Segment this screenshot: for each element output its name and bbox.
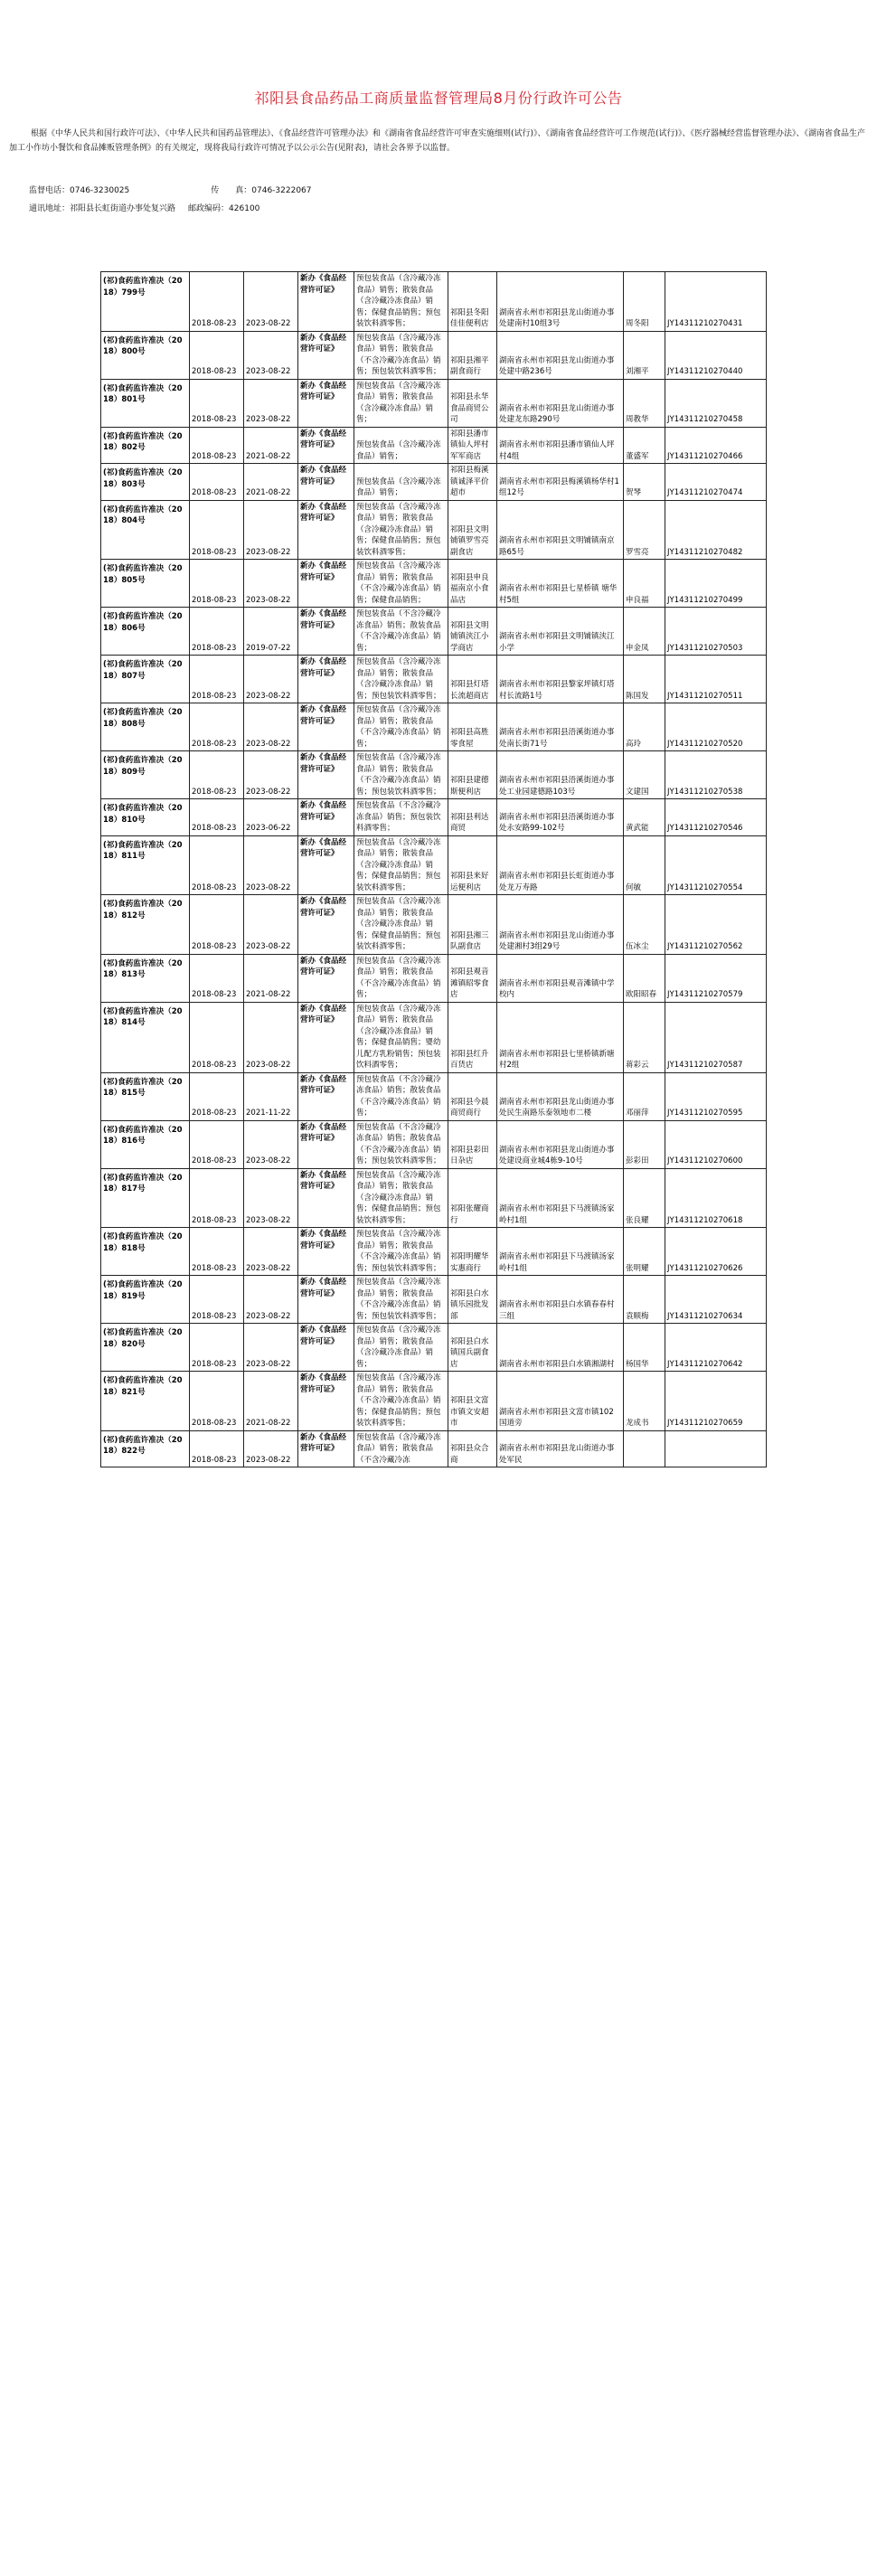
business-scope-cell: 预包装食品（含冷藏冷冻食品）销售；散装食品（不含冷藏冷冻食品）销售； [354, 954, 448, 1002]
address-label: 通讯地址： [29, 204, 71, 213]
decision-number-cell: (祁)食药监许准决（2018）804号 [101, 500, 190, 560]
phone-value: 0746-3230025 [70, 186, 130, 195]
table-row [101, 1276, 767, 1324]
decision-number-cell: (祁)食药监许准决（2018）812号 [101, 895, 190, 955]
address-cell: 湖南省永州市祁阳县浯溪街道办事处南长街71号 [497, 703, 624, 751]
business-name-cell: 祁阳县利达商贸 [448, 799, 497, 836]
license-number-cell: JY14311210270626 [665, 1228, 767, 1276]
contact-address-line [29, 202, 259, 213]
business-name-cell: 祁阳县建德斯便利店 [448, 751, 497, 799]
postcode-value: 426100 [229, 204, 260, 213]
business-scope-cell: 预包装食品（不含冷藏冷冻食品）销售；散装食品（不含冷藏冷冻食品）销售； [354, 608, 448, 656]
end-date-cell: 2019-07-22 [244, 608, 298, 656]
decision-number-cell: (祁)食药监许准决（2018）808号 [101, 703, 190, 751]
business-name-cell: 祁阳县高胜零食屋 [448, 703, 497, 751]
decision-number-cell: (祁)食药监许准决（2018）810号 [101, 799, 190, 836]
table-row [101, 608, 767, 656]
permit-type-cell: 新办《食品经营许可证》 [298, 1324, 354, 1372]
permit-type-cell: 新办《食品经营许可证》 [298, 799, 354, 836]
legal-person-cell: 申金凤 [624, 608, 665, 656]
license-number-cell: JY14311210270474 [665, 464, 767, 501]
legal-person-cell: 袁顺梅 [624, 1276, 665, 1324]
business-scope-cell: 预包装食品（含冷藏冷冻食品）销售；散装食品（不含冷藏冷冻食品）销售；保健食品销售；预包装饮料酒零售； [354, 1372, 448, 1431]
business-scope-cell: 预包装食品（含冷藏冷冻食品）销售；散装食品（含冷藏冷冻食品）销售； [354, 1324, 448, 1372]
address-cell: 湖南省永州市祁阳县浯溪街道办事处永安路99-102号 [497, 799, 624, 836]
legal-person-cell: 邓丽萍 [624, 1072, 665, 1120]
business-name-cell: 祁阳县来好运便利店 [448, 835, 497, 895]
table-row [101, 560, 767, 608]
start-date-cell: 2018-08-23 [190, 464, 244, 501]
start-date-cell: 2018-08-23 [190, 427, 244, 464]
decision-number-cell: (祁)食药监许准决（2018）801号 [101, 379, 190, 427]
business-name-cell: 祁阳县白水镇国兵副食店 [448, 1324, 497, 1372]
permit-type-cell: 新办《食品经营许可证》 [298, 1168, 354, 1228]
legal-person-cell: 张明耀 [624, 1228, 665, 1276]
address-cell: 湖南省永州市祁阳县龙山街道办事处建龙东路290号 [497, 379, 624, 427]
legal-person-cell: 周冬阳 [624, 272, 665, 332]
address-cell: 湖南省永州市祁阳县文明铺镇浃江小学 [497, 608, 624, 656]
legal-person-cell: 杨国华 [624, 1324, 665, 1372]
permit-type-cell: 新办《食品经营许可证》 [298, 1002, 354, 1072]
decision-number-cell: (祁)食药监许准决（2018）809号 [101, 751, 190, 799]
business-name-cell: 祁阳县彩田日杂店 [448, 1120, 497, 1168]
start-date-cell: 2018-08-23 [190, 608, 244, 656]
address-cell: 湖南省永州市祁阳县龙山街道办事处军民 [497, 1430, 624, 1467]
permit-type-cell: 新办《食品经营许可证》 [298, 272, 354, 332]
table-row [101, 1324, 767, 1372]
business-scope-cell: 预包装食品（含冷藏冷冻食品）销售； [354, 427, 448, 464]
license-number-cell: JY14311210270458 [665, 379, 767, 427]
address-cell: 湖南省永州市祁阳县黎家坪镇灯塔村长流路1号 [497, 656, 624, 703]
address-cell: 湖南省永州市祁阳县龙山街道办事处建南村10组3号 [497, 272, 624, 332]
end-date-cell: 2023-08-22 [244, 895, 298, 955]
table-row [101, 954, 767, 1002]
decision-number-cell: (祁)食药监许准决（2018）815号 [101, 1072, 190, 1120]
start-date-cell: 2018-08-23 [190, 331, 244, 379]
license-number-cell: JY14311210270600 [665, 1120, 767, 1168]
permit-type-cell: 新办《食品经营许可证》 [298, 954, 354, 1002]
address-cell: 湖南省永州市祁阳县七里桥镇新塘村2组 [497, 1002, 624, 1072]
start-date-cell: 2018-08-23 [190, 500, 244, 560]
business-name-cell: 祁阳县湘三队副食店 [448, 895, 497, 955]
business-name-cell: 祁阳县文明铺镇罗雪亮副食店 [448, 500, 497, 560]
license-number-cell: JY14311210270466 [665, 427, 767, 464]
table-row [101, 331, 767, 379]
permit-type-cell: 新办《食品经营许可证》 [298, 751, 354, 799]
page-title: 祁阳县食品药品工商质量监督管理局8月份行政许可公告 [254, 90, 623, 107]
business-scope-cell: 预包装食品（含冷藏冷冻食品）销售；散装食品（含冷藏冷冻食品）销售；保健食品销售；预包装饮料酒零售； [354, 895, 448, 955]
end-date-cell: 2023-08-22 [244, 1276, 298, 1324]
business-scope-cell: 预包装食品（不含冷藏冷冻食品）销售；散装食品（不含冷藏冷冻食品）销售； [354, 1072, 448, 1120]
decision-number-cell: (祁)食药监许准决（2018）807号 [101, 656, 190, 703]
start-date-cell: 2018-08-23 [190, 1430, 244, 1467]
permit-type-cell: 新办《食品经营许可证》 [298, 500, 354, 560]
end-date-cell: 2023-08-22 [244, 656, 298, 703]
legal-person-cell: 陈国发 [624, 656, 665, 703]
legal-person-cell: 申良福 [624, 560, 665, 608]
business-name-cell: 祁阳县冬阳佳佳便利店 [448, 272, 497, 332]
address-cell: 湖南省永州市祁阳县潘市镇仙人坪村4组 [497, 427, 624, 464]
table-row [101, 379, 767, 427]
table-row [101, 895, 767, 955]
address-cell: 湖南省永州市祁阳县龙山街道办事处建设商业城4栋9-10号 [497, 1120, 624, 1168]
business-name-cell: 祁阳县梅溪镇诚泽平价超市 [448, 464, 497, 501]
decision-number-cell: (祁)食药监许准决（2018）803号 [101, 464, 190, 501]
end-date-cell: 2023-08-22 [244, 1120, 298, 1168]
permit-type-cell: 新办《食品经营许可证》 [298, 703, 354, 751]
intro-paragraph: 根据《中华人民共和国行政许可法》、《中华人民共和国药品管理法》、《食品经营许可管理办法》和《湖南省食品经营许可审查实施细则(试行)》、《湖南省食品经营许可工作规范(试行)》、《医疗器械经营监督管理办法》、《湖南省食品生产加工小作坊小餐饮和食品摊贩管理条例》的有关规定，现将我局行政许可情况予以公示公告(见附表)，请社会各界予以监督。 [9, 129, 866, 153]
address-cell: 湖南省永州市祁阳县下马渡镇汤家岭村1组 [497, 1168, 624, 1228]
license-number-cell [665, 1430, 767, 1467]
address-cell: 湖南省永州市祁阳县白水镇湘湖村 [497, 1324, 624, 1372]
address-cell: 湖南省永州市祁阳县白水镇春春村三组 [497, 1276, 624, 1324]
legal-person-cell: 刘湘平 [624, 331, 665, 379]
start-date-cell: 2018-08-23 [190, 1120, 244, 1168]
business-scope-cell: 预包装食品（含冷藏冷冻食品）销售；散装食品（不含冷藏冷冻食品）销售；保健食品销售； [354, 560, 448, 608]
business-scope-cell: 预包装食品（含冷藏冷冻食品）销售；散装食品（不含冷藏冷冻食品）销售；预包装饮料酒零售； [354, 751, 448, 799]
license-number-cell: JY14311210270562 [665, 895, 767, 955]
decision-number-cell: (祁)食药监许准决（2018）799号 [101, 272, 190, 332]
start-date-cell: 2018-08-23 [190, 835, 244, 895]
start-date-cell: 2018-08-23 [190, 751, 244, 799]
legal-person-cell: 伍冰尘 [624, 895, 665, 955]
decision-number-cell: (祁)食药监许准决（2018）805号 [101, 560, 190, 608]
decision-number-cell: (祁)食药监许准决（2018）800号 [101, 331, 190, 379]
end-date-cell: 2023-08-22 [244, 1324, 298, 1372]
address-cell: 湖南省永州市祁阳县龙山街道办事处民生南路乐泰领地市二楼 [497, 1072, 624, 1120]
legal-person-cell: 张良耀 [624, 1168, 665, 1228]
permit-type-cell: 新办《食品经营许可证》 [298, 464, 354, 501]
end-date-cell: 2023-08-22 [244, 500, 298, 560]
license-number-cell: JY14311210270618 [665, 1168, 767, 1228]
start-date-cell: 2018-08-23 [190, 1324, 244, 1372]
end-date-cell: 2023-08-22 [244, 1228, 298, 1276]
permit-type-cell: 新办《食品经营许可证》 [298, 427, 354, 464]
permit-type-cell: 新办《食品经营许可证》 [298, 1372, 354, 1431]
license-number-cell: JY14311210270431 [665, 272, 767, 332]
decision-number-cell: (祁)食药监许准决（2018）816号 [101, 1120, 190, 1168]
business-scope-cell: 预包装食品（含冷藏冷冻食品）销售；散装食品（不含冷藏冷冻 [354, 1430, 448, 1467]
address-cell: 湖南省永州市祁阳县浯溪街道办事处工业园建德路103号 [497, 751, 624, 799]
start-date-cell: 2018-08-23 [190, 656, 244, 703]
table-row [101, 656, 767, 703]
business-name-cell: 祁阳县文富市镇文安超市 [448, 1372, 497, 1431]
start-date-cell: 2018-08-23 [190, 1168, 244, 1228]
business-scope-cell: 预包装食品（含冷藏冷冻食品）销售；散装食品（含冷藏冷冻食品）销售；保健食品销售；预包装饮料酒零售； [354, 1168, 448, 1228]
business-scope-cell: 预包装食品（含冷藏冷冻食品）销售；散装食品（含冷藏冷冻食品）销售；保健食品销售；婴幼儿配方乳粉销售；预包装饮料酒零售； [354, 1002, 448, 1072]
fax-label: 传 真： [211, 186, 252, 195]
business-scope-cell: 预包装食品（含冷藏冷冻食品）销售；散装食品（不含冷藏冷冻食品）销售； [354, 703, 448, 751]
end-date-cell: 2023-08-22 [244, 560, 298, 608]
end-date-cell: 2023-08-22 [244, 1002, 298, 1072]
business-scope-cell: 预包装食品（不含冷藏冷冻食品）销售；预包装饮料酒零售； [354, 799, 448, 836]
contact-phone-line [29, 184, 312, 195]
decision-number-cell: (祁)食药监许准决（2018）806号 [101, 608, 190, 656]
decision-number-cell: (祁)食药监许准决（2018）822号 [101, 1430, 190, 1467]
postcode-label: 邮政编码： [188, 204, 230, 213]
permit-type-cell: 新办《食品经营许可证》 [298, 1228, 354, 1276]
business-scope-cell: 预包装食品（含冷藏冷冻食品）销售；散装食品（含冷藏冷冻食品）销售； [354, 379, 448, 427]
business-scope-cell: 预包装食品（含冷藏冷冻食品）销售；散装食品（含冷藏冷冻食品）销售；保健食品销售；预包装饮料酒零售； [354, 835, 448, 895]
business-name-cell: 祁阳县今晨商贸商行 [448, 1072, 497, 1120]
business-scope-cell: 预包装食品（含冷藏冷冻食品）销售；散装食品（含冷藏冷冻食品）销售；保健食品销售；预包装饮料酒零售； [354, 500, 448, 560]
address-cell: 湖南省永州市祁阳县七星桥镇 塘华村5组 [497, 560, 624, 608]
business-name-cell: 祁阳明耀华实惠商行 [448, 1228, 497, 1276]
business-name-cell: 祁阳县白水镇乐园批发部 [448, 1276, 497, 1324]
permit-type-cell: 新办《食品经营许可证》 [298, 1072, 354, 1120]
license-number-cell: JY14311210270538 [665, 751, 767, 799]
start-date-cell: 2018-08-23 [190, 1372, 244, 1431]
license-number-cell: JY14311210270659 [665, 1372, 767, 1431]
address-cell: 湖南省永州市祁阳县文明铺镇南京路65号 [497, 500, 624, 560]
phone-label: 监督电话： [29, 186, 71, 195]
permit-type-cell: 新办《食品经营许可证》 [298, 331, 354, 379]
business-name-cell: 祁阳县文明铺镇浃江小学商店 [448, 608, 497, 656]
license-number-cell: JY14311210270511 [665, 656, 767, 703]
license-number-cell: JY14311210270587 [665, 1002, 767, 1072]
decision-number-cell: (祁)食药监许准决（2018）820号 [101, 1324, 190, 1372]
start-date-cell: 2018-08-23 [190, 272, 244, 332]
license-number-cell: JY14311210270579 [665, 954, 767, 1002]
permit-type-cell: 新办《食品经营许可证》 [298, 1120, 354, 1168]
address-value: 祁阳县长虹街道办事处复兴路 [70, 204, 176, 213]
start-date-cell: 2018-08-23 [190, 560, 244, 608]
legal-person-cell: 高玲 [624, 703, 665, 751]
fax-value: 0746-3222067 [251, 186, 312, 195]
end-date-cell: 2023-08-22 [244, 1168, 298, 1228]
license-number-cell: JY14311210270554 [665, 835, 767, 895]
table-row [101, 427, 767, 464]
license-number-cell: JY14311210270642 [665, 1324, 767, 1372]
decision-number-cell: (祁)食药监许准决（2018）802号 [101, 427, 190, 464]
legal-person-cell: 欧阳昭春 [624, 954, 665, 1002]
business-scope-cell: 预包装食品（含冷藏冷冻食品）销售；散装食品（含冷藏冷冻食品）销售；保健食品销售；预包装饮料酒零售； [354, 272, 448, 332]
table-row [101, 500, 767, 560]
license-number-cell: JY14311210270634 [665, 1276, 767, 1324]
table-row [101, 1228, 767, 1276]
legal-person-cell: 贺琴 [624, 464, 665, 501]
decision-number-cell: (祁)食药监许准决（2018）819号 [101, 1276, 190, 1324]
legal-person-cell: 董盛军 [624, 427, 665, 464]
end-date-cell: 2021-08-22 [244, 1372, 298, 1431]
table-row [101, 799, 767, 836]
license-number-cell: JY14311210270520 [665, 703, 767, 751]
address-cell: 湖南省永州市祁阳县文富市镇102国道旁 [497, 1372, 624, 1431]
license-number-cell: JY14311210270595 [665, 1072, 767, 1120]
legal-person-cell: 罗雪亮 [624, 500, 665, 560]
business-scope-cell: 预包装食品（含冷藏冷冻食品）销售；散装食品（不含冷藏冷冻食品）销售；预包装饮料酒零售； [354, 1228, 448, 1276]
end-date-cell: 2023-08-22 [244, 703, 298, 751]
end-date-cell: 2023-06-22 [244, 799, 298, 836]
decision-number-cell: (祁)食药监许准决（2018）811号 [101, 835, 190, 895]
license-number-cell: JY14311210270546 [665, 799, 767, 836]
end-date-cell: 2021-08-22 [244, 464, 298, 501]
table-row [101, 1168, 767, 1228]
end-date-cell: 2021-08-22 [244, 954, 298, 1002]
permit-type-cell: 新办《食品经营许可证》 [298, 895, 354, 955]
end-date-cell: 2023-08-22 [244, 751, 298, 799]
address-cell: 湖南省永州市祁阳县龙山街道办事处建中路236号 [497, 331, 624, 379]
legal-person-cell: 何敏 [624, 835, 665, 895]
legal-person-cell [624, 1430, 665, 1467]
business-scope-cell: 预包装食品（含冷藏冷冻食品）销售；散装食品（含冷藏冷冻食品）销售；预包装饮料酒零售； [354, 656, 448, 703]
end-date-cell: 2023-08-22 [244, 379, 298, 427]
business-scope-cell: 预包装食品（不含冷藏冷冻食品）销售；散装食品（不含冷藏冷冻食品）销售；预包装饮料酒零售； [354, 1120, 448, 1168]
legal-person-cell: 蒋彩云 [624, 1002, 665, 1072]
business-name-cell: 祁阳县潘市镇仙人坪村军军商店 [448, 427, 497, 464]
start-date-cell: 2018-08-23 [190, 1228, 244, 1276]
permit-type-cell: 新办《食品经营许可证》 [298, 835, 354, 895]
business-name-cell: 祁阳县湘平副食商行 [448, 331, 497, 379]
permit-type-cell: 新办《食品经营许可证》 [298, 1430, 354, 1467]
legal-person-cell: 黄武能 [624, 799, 665, 836]
permit-type-cell: 新办《食品经营许可证》 [298, 656, 354, 703]
decision-number-cell: (祁)食药监许准决（2018）817号 [101, 1168, 190, 1228]
start-date-cell: 2018-08-23 [190, 799, 244, 836]
decision-number-cell: (祁)食药监许准决（2018）814号 [101, 1002, 190, 1072]
table-row [101, 1372, 767, 1431]
permit-type-cell: 新办《食品经营许可证》 [298, 608, 354, 656]
table-row [101, 751, 767, 799]
legal-person-cell: 文建国 [624, 751, 665, 799]
address-cell: 湖南省永州市祁阳县观音滩镇中学校内 [497, 954, 624, 1002]
license-number-cell: JY14311210270499 [665, 560, 767, 608]
end-date-cell: 2023-08-22 [244, 272, 298, 332]
business-name-cell: 祁阳张耀商行 [448, 1168, 497, 1228]
business-name-cell: 祁阳县灯塔长流超商店 [448, 656, 497, 703]
address-cell: 湖南省永州市祁阳县下马渡镇汤家岭村1组 [497, 1228, 624, 1276]
decision-number-cell: (祁)食药监许准决（2018）818号 [101, 1228, 190, 1276]
permit-type-cell: 新办《食品经营许可证》 [298, 1276, 354, 1324]
end-date-cell: 2021-08-22 [244, 427, 298, 464]
business-scope-cell: 预包装食品（含冷藏冷冻食品）销售；散装食品（不含冷藏冷冻食品）销售；预包装饮料酒零售； [354, 331, 448, 379]
legal-person-cell: 彭彩田 [624, 1120, 665, 1168]
business-name-cell: 祁阳县申良福南京小食品店 [448, 560, 497, 608]
table-row [101, 703, 767, 751]
start-date-cell: 2018-08-23 [190, 379, 244, 427]
permit-type-cell: 新办《食品经营许可证》 [298, 560, 354, 608]
license-number-cell: JY14311210270440 [665, 331, 767, 379]
table-row [101, 1072, 767, 1120]
business-name-cell: 祁阳县永华食品商贸公司 [448, 379, 497, 427]
business-scope-cell: 预包装食品（含冷藏冷冻食品）销售； [354, 464, 448, 501]
end-date-cell: 2021-11-22 [244, 1072, 298, 1120]
table-row [101, 835, 767, 895]
start-date-cell: 2018-08-23 [190, 895, 244, 955]
business-name-cell: 祁阳县红升百货店 [448, 1002, 497, 1072]
start-date-cell: 2018-08-23 [190, 1002, 244, 1072]
legal-person-cell: 龙成书 [624, 1372, 665, 1431]
address-cell: 湖南省永州市祁阳县长虹街道办事处龙万寿路 [497, 835, 624, 895]
license-number-cell: JY14311210270503 [665, 608, 767, 656]
address-cell: 湖南省永州市祁阳县龙山街道办事处建湘村3组29号 [497, 895, 624, 955]
business-scope-cell: 预包装食品（含冷藏冷冻食品）销售；散装食品（不含冷藏冷冻食品）销售；预包装饮料酒零售； [354, 1276, 448, 1324]
legal-person-cell: 周教华 [624, 379, 665, 427]
business-name-cell: 祁阳县观音滩镇昭零食店 [448, 954, 497, 1002]
permit-table [100, 271, 767, 1467]
end-date-cell: 2023-08-22 [244, 835, 298, 895]
table-row [101, 464, 767, 501]
table-row [101, 1430, 767, 1467]
permit-type-cell: 新办《食品经营许可证》 [298, 379, 354, 427]
end-date-cell: 2023-08-22 [244, 331, 298, 379]
table-row [101, 1120, 767, 1168]
start-date-cell: 2018-08-23 [190, 1276, 244, 1324]
table-row [101, 272, 767, 332]
start-date-cell: 2018-08-23 [190, 954, 244, 1002]
license-number-cell: JY14311210270482 [665, 500, 767, 560]
decision-number-cell: (祁)食药监许准决（2018）821号 [101, 1372, 190, 1431]
end-date-cell: 2023-08-22 [244, 1430, 298, 1467]
address-cell: 湖南省永州市祁阳县梅溪镇杨华村1组12号 [497, 464, 624, 501]
business-name-cell: 祁阳县众合商 [448, 1430, 497, 1467]
start-date-cell: 2018-08-23 [190, 703, 244, 751]
decision-number-cell: (祁)食药监许准决（2018）813号 [101, 954, 190, 1002]
table-row [101, 1002, 767, 1072]
start-date-cell: 2018-08-23 [190, 1072, 244, 1120]
